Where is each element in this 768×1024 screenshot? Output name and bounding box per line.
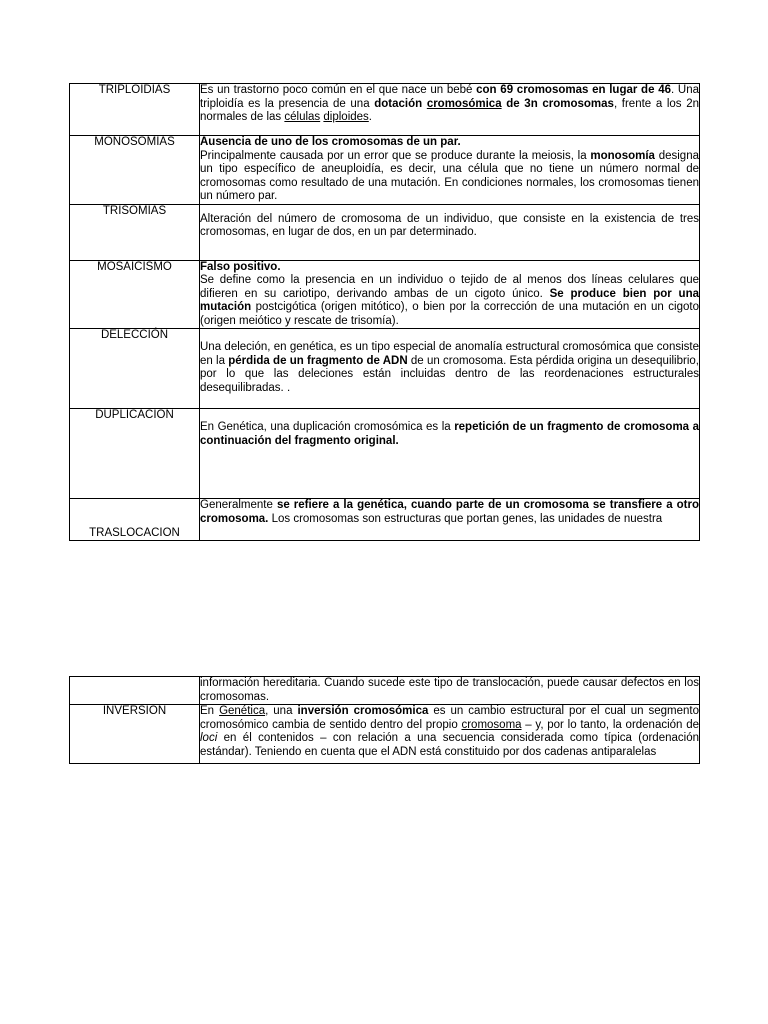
table-row bbox=[70, 677, 700, 705]
description-cell: Una deleción, en genética, es un tipo especial de anomalía estructural cromosómica que consiste en la pérdida de un fragmento de ADN de un cromosoma. Esta pérdida origina un desequilibrio, por lo que las deleciones están incluidas dentro de las reordenaciones estructurales desequilibradas. . bbox=[200, 329, 700, 409]
term-cell: TRIPLOIDIAS bbox=[70, 84, 200, 136]
description-cell: Es un trastorno poco común en el que nace un bebé con 69 cromosomas en lugar de 46. Una triploidía es la presencia de una dotación cromosómica de 3n cromosomas, frente a los 2n normales de las células diploides. bbox=[200, 84, 700, 136]
description-cell: Falso positivo. Se define como la presencia en un individuo o tejido de al menos dos líneas celulares que difieren en su cariotipo, derivando ambas de un cigoto único. Se produce bien por una mutación postcigótica (origen mitótico), o bien por la corrección de una mutación en un cigoto (origen meiótico y rescate de trisomía). bbox=[200, 260, 699, 327]
term-cell: DELECCIÓN bbox=[70, 329, 200, 409]
description-cell: En Genética, una inversión cromosómica es un cambio estructural por el cual un segmento cromosómico cambia de sentido dentro del propio cromosoma – y, por lo tanto, la ordenación de loci en él contenidos – con relación a una secuencia considerada como típica (ordenación estándar). Teniendo en cuenta que el ADN está constituido por dos cadenas antiparalelas bbox=[200, 705, 700, 764]
table-row bbox=[70, 136, 700, 205]
table-row bbox=[70, 84, 700, 136]
table-row bbox=[70, 204, 700, 260]
table-row bbox=[70, 260, 700, 329]
table-row bbox=[70, 499, 700, 541]
table-row bbox=[70, 409, 700, 499]
genetics-table-page1 bbox=[69, 83, 700, 541]
term-cell: MONOSOMIAS bbox=[70, 136, 200, 205]
term-cell: MOSAICISMO bbox=[70, 260, 200, 329]
genetics-table-page2 bbox=[69, 676, 700, 764]
table-row bbox=[70, 329, 700, 409]
description-cell: En Genética, una duplicación cromosómica es la repetición de un fragmento de cromosoma a continuación del fragmento original. bbox=[200, 409, 700, 499]
term-cell: TRASLOCACION bbox=[70, 499, 200, 541]
term-cell-empty bbox=[70, 677, 200, 705]
term-cell: TRISOMIAS bbox=[70, 204, 200, 260]
term-cell: DUPLICACION bbox=[70, 409, 200, 499]
term-cell: INVERSION bbox=[70, 705, 200, 764]
description-cell: Generalmente se refiere a la genética, cuando parte de un cromosoma se transfiere a otro cromosoma. Los cromosomas son estructuras que portan genes, las unidades de nuestra bbox=[200, 499, 700, 541]
description-cell: Ausencia de uno de los cromosomas de un par. Principalmente causada por un error que se produce durante la meiosis, la monosomía designa un tipo específico de aneuploidía, es decir, una célula que no tiene un número normal de cromosomas como resultado de una mutación. En condiciones normales, los cromosomas tienen un número par. bbox=[200, 136, 699, 202]
continuation-cell: información hereditaria. Cuando sucede este tipo de translocación, puede causar defectos en los cromosomas. bbox=[200, 677, 699, 703]
description-cell: Alteración del número de cromosoma de un individuo, que consiste en la existencia de tres cromosomas, en lugar de dos, en un par determinado. bbox=[200, 204, 700, 260]
table-row bbox=[70, 705, 700, 764]
